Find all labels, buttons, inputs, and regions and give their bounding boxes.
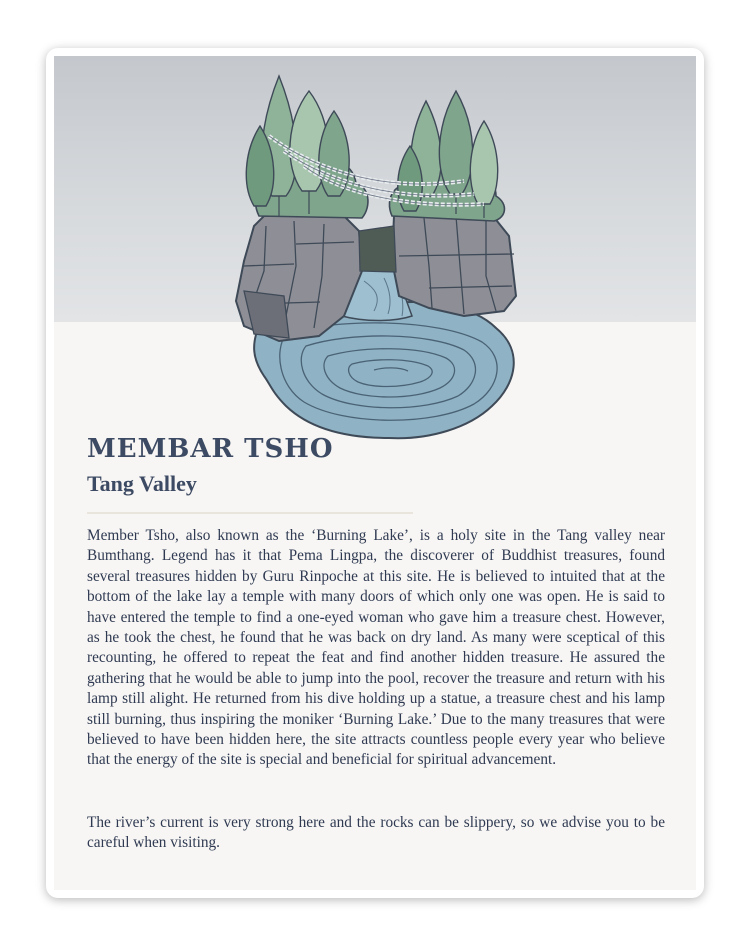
page-title: MEMBAR TSHO (87, 434, 334, 464)
safety-note-paragraph: The river’s current is very strong here and the rocks can be slippery, so we advise you to be careful when visiting. (87, 814, 665, 852)
description-paragraph: Member Tsho, also known as the ‘Burning Lake’, is a holy site in the Tang valley near Bumthang. Legend has it that Pema Lingpa, the discoverer of Buddhist treasures, found several treasures hidden by Guru Rinpoche at this site. He is believed to intuited that at the bottom of the lake lay a temple with many doors of which only one was open. He is said to have entered the temple to find a one-eyed woman who gave him a treasure chest. However, as he took the chest, he found that he was back on dry land. As many were sceptical of this recounting, he offered to repeat the feat and find another hidden treasure. He assured the gathering that he would be able to jump into the pool, recover the treasure and return with his lamp still alight. He returned from his dive holding up a statue, a treasure chest and his lamp still burning, thus inspiring the moniker ‘Burning Lake.’ Due to the many treasures that were believed to have been hidden here, the site attracts countless people every year who believe that the energy of the site is special and beneficial for spiritual advancement. (87, 527, 665, 769)
page-subtitle: Tang Valley (87, 471, 197, 496)
burning-lake-illustration-icon (224, 66, 529, 444)
place-card (46, 48, 704, 898)
place-card-inner (54, 56, 696, 890)
title-divider (87, 512, 413, 514)
